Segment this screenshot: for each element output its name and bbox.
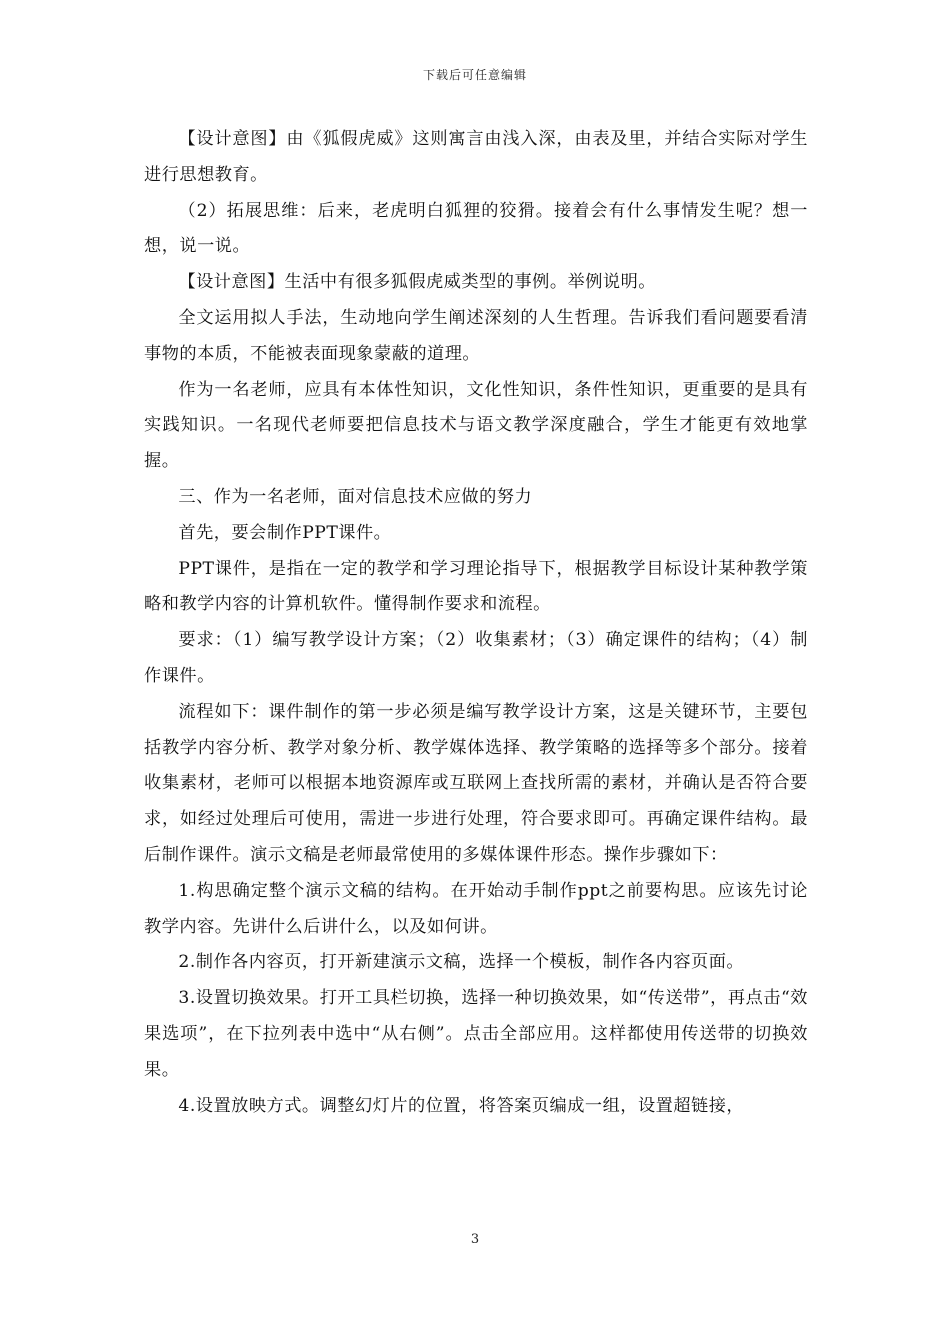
paragraph-ppt-definition: PPT课件，是指在一定的教学和学习理论指导下，根据教学目标设计某种教学策略和教学内容的计算机软件。懂得制作要求和流程。	[144, 558, 808, 615]
paragraph-summary: 全文运用拟人手法，生动地向学生阐述深刻的人生哲理。告诉我们看问题要看清事物的本质，不能被表面现象蒙蔽的道理。	[144, 307, 808, 364]
paragraph-requirements: 要求：（1）编写教学设计方案；（2）收集素材；（3）确定课件的结构；（4）制作课件。	[144, 630, 808, 686]
paragraph-step-3: 3.设置切换效果。打开工具栏切换，选择一种切换效果，如“传送带”，再点击“效果选项”，在下拉列表中选中“从右侧”。点击全部应用。这样都使用传送带的切换效果。	[144, 988, 808, 1080]
section-heading-three: 三、作为一名老师，面对信息技术应做的努力	[178, 486, 533, 507]
paragraph-step-1: 1.构思确定整个演示文稿的结构。在开始动手制作ppt之前要构思。应该先讨论教学内容。先讲什么后讲什么，以及如何讲。	[144, 880, 808, 937]
page-header: 下载后可任意编辑	[422, 68, 527, 82]
page-number: 3	[470, 1232, 480, 1247]
paragraph-process: 流程如下：课件制作的第一步必须是编写教学设计方案，这是关键环节，主要包括教学内容分析、教学对象分析、教学媒体选择、教学策略的选择等多个部分。接着收集素材，老师可以根据本地资源库或互联网上查找所需的素材，并确认是否符合要求，如经过处理后可使用，需进一步进行处理，符合要求即可。再确定课件结构。最后制作课件。演示文稿是老师最常使用的多媒体课件形态。操作步骤如下：	[144, 701, 808, 865]
paragraph-first-ppt: 首先，要会制作PPT课件。	[178, 522, 392, 543]
paragraph-design-intent-2: 【设计意图】生活中有很多狐假虎威类型的事例。举例说明。	[178, 272, 656, 293]
document-body	[144, 122, 808, 1124]
paragraph-step-4: 4.设置放映方式。调整幻灯片的位置，将答案页编成一组，设置超链接，	[178, 1095, 745, 1116]
paragraph-design-intent-1: 【设计意图】由《狐假虎威》这则寓言由浅入深，由表及里，并结合实际对学生进行思想教育。	[144, 129, 808, 185]
paragraph-teacher-knowledge: 作为一名老师，应具有本体性知识，文化性知识，条件性知识，更重要的是具有实践知识。一名现代老师要把信息技术与语文教学深度融合，学生才能更有效地掌握。	[144, 379, 808, 472]
paragraph-expand-thinking: （2）拓展思维：后来，老虎明白狐狸的狡猾。接着会有什么事情发生呢？想一想，说一说。	[144, 200, 808, 257]
paragraph-step-2: 2.制作各内容页，打开新建演示文稿，选择一个模板，制作各内容页面。	[178, 952, 745, 973]
